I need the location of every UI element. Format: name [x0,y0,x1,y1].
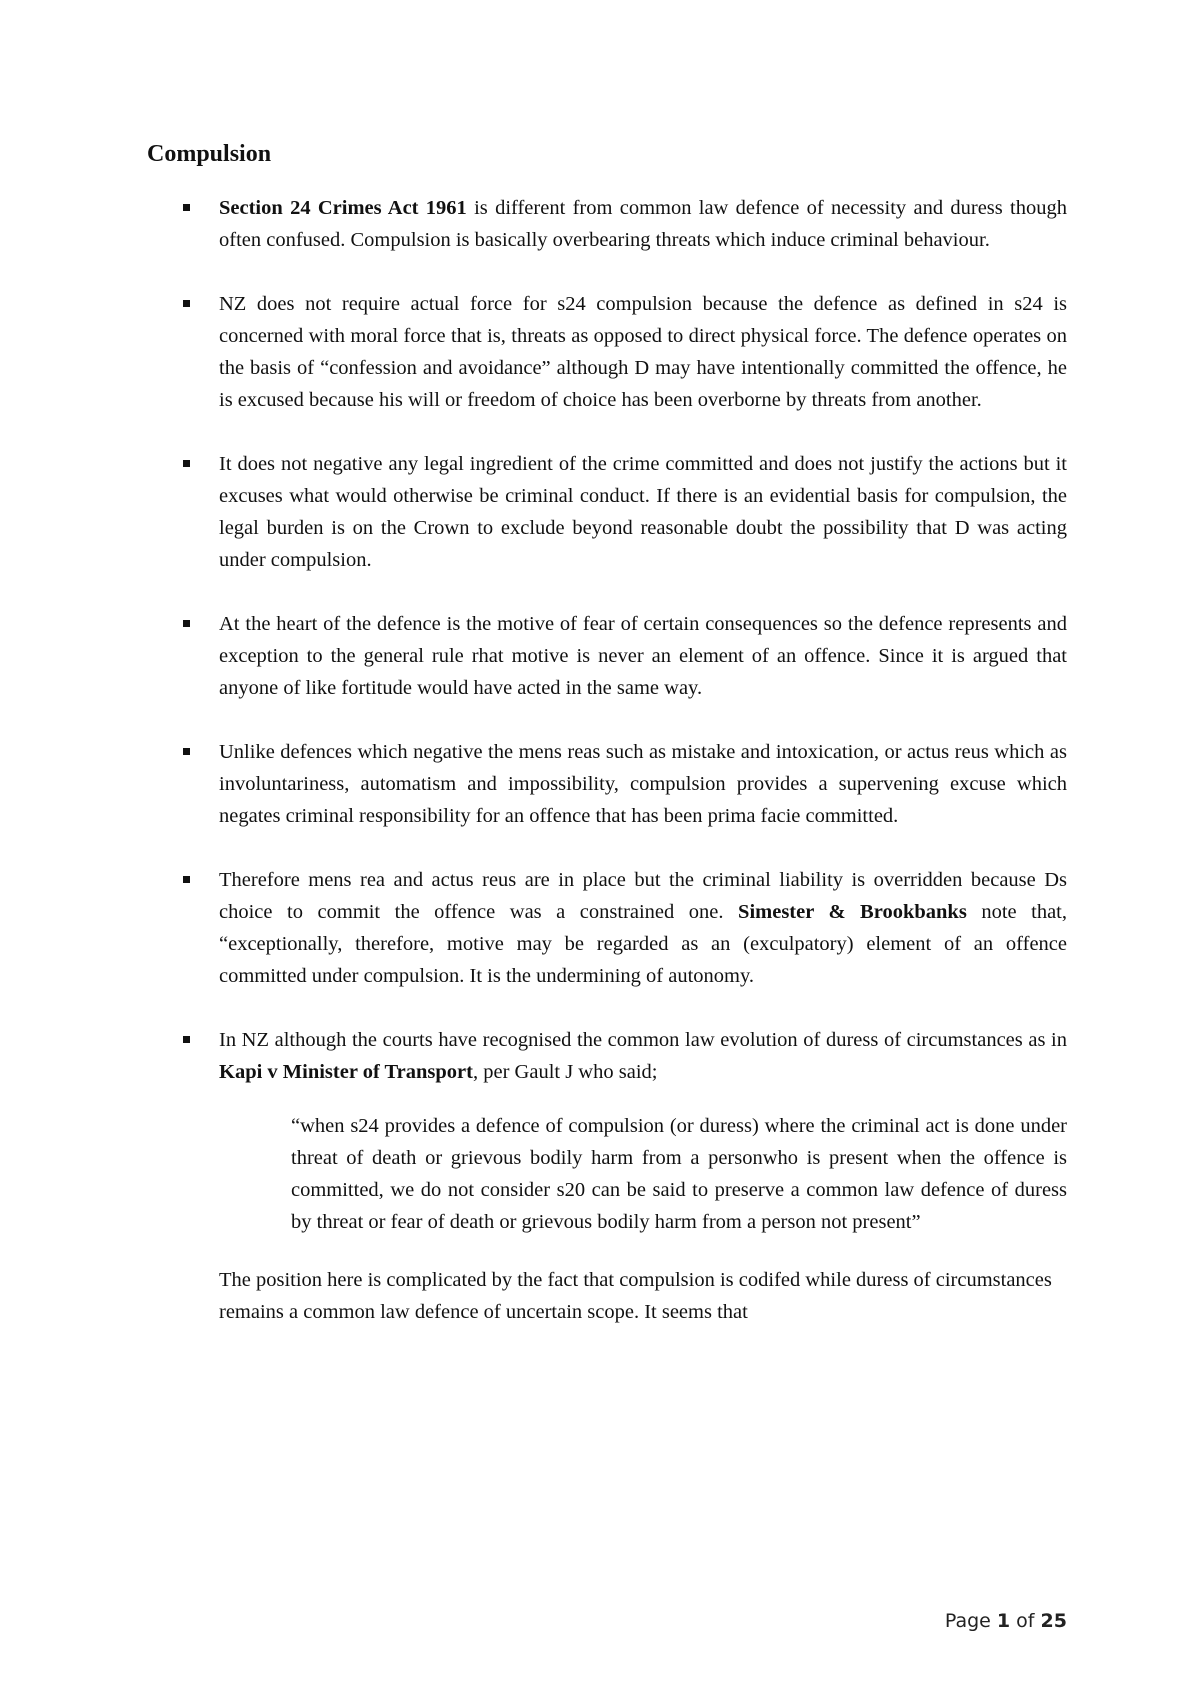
page-label: Page [944,1610,997,1632]
current-page-number: 1 [996,1610,1011,1632]
bullet-item-2 [147,288,1067,416]
bullet-item-1 [147,192,1067,256]
statute-reference: Section 24 Crimes Act 1961 [219,197,467,219]
document-body [147,138,1067,1328]
bullet-item-4 [147,608,1067,704]
square-bullet-icon [183,748,190,755]
bullet-text: Unlike defences which negative the mens reas such as mistake and intoxication, or actus reus which as involuntariness, automatism and impossibility, compulsion provides a supervening excuse which negates criminal responsibility for an offence that has been prima facie committed. [219,741,1067,827]
closing-paragraph: The position here is complicated by the fact that compulsion is codifed while duress of circumstances remains a common law defence of uncertain scope. It seems that [219,1269,1052,1323]
bullet-list [147,192,1067,1088]
block-quote: “when s24 provides a defence of compulsion (or duress) where the criminal act is done under threat of death or grievous bodily harm from a personwho is present when the offence is committed, we do not consider s20 can be said to preserve a common law defence of duress by threat or fear of death or grievous bodily harm from a person not present” [291,1115,1067,1233]
bullet-text: At the heart of the defence is the motive of fear of certain consequences so the defence represents and exception to the general rule rhat motive is never an element of an offence. Since it is argued that anyone of like fortitude would have acted in the same way. [219,613,1067,699]
bullet-item-3 [147,448,1067,576]
square-bullet-icon [183,300,190,307]
bullet-text: NZ does not require actual force for s24 compulsion because the defence as defined in s24 is concerned with moral force that is, threats as opposed to direct physical force. The defence operates on the basis of “confession and avoidance” although D may have intentionally committed the offence, he is excused because his will or freedom of choice has been overborne by threats from another. [219,293,1067,411]
bullet-text: note that, “exceptionally, therefore, motive may be regarded as an (exculpatory) element of an offence committed under compulsion. It is the undermining of autonomy. [219,901,1067,987]
square-bullet-icon [183,620,190,627]
square-bullet-icon [183,1036,190,1043]
bullet-item-5 [147,736,1067,832]
bullet-item-6 [147,864,1067,992]
square-bullet-icon [183,876,190,883]
page-footer [945,1610,1067,1632]
bullet-text: , per Gault J who said; [472,1061,658,1083]
bullet-text: Therefore mens rea and actus reus are in place but the criminal liability is overridden because Ds choice to commit the offence was a constrained one. [219,869,1067,923]
author-reference: Simester & Brookbanks [738,901,967,923]
case-reference: Kapi v Minister of Transport [219,1061,473,1083]
square-bullet-icon [183,460,190,467]
bullet-text: In NZ although the courts have recognised the common law evolution of duress of circumstances as in [219,1029,1067,1051]
square-bullet-icon [183,204,190,211]
bullet-item-7 [147,1024,1067,1088]
bullet-text: It does not negative any legal ingredient of the crime committed and does not justify the actions but it excuses what would otherwise be criminal conduct. If there is an evidential basis for compulsion, the legal burden is on the Crown to exclude beyond reasonable doubt the possibility that D was acting under compulsion. [219,453,1067,571]
of-label: of [1010,1610,1041,1632]
bullet-text: is different from common law defence of necessity and duress though often confused. Compulsion is basically overbearing threats which induce criminal behaviour. [219,197,1067,251]
section-heading: Compulsion [147,141,272,167]
total-page-count: 25 [1040,1610,1067,1632]
